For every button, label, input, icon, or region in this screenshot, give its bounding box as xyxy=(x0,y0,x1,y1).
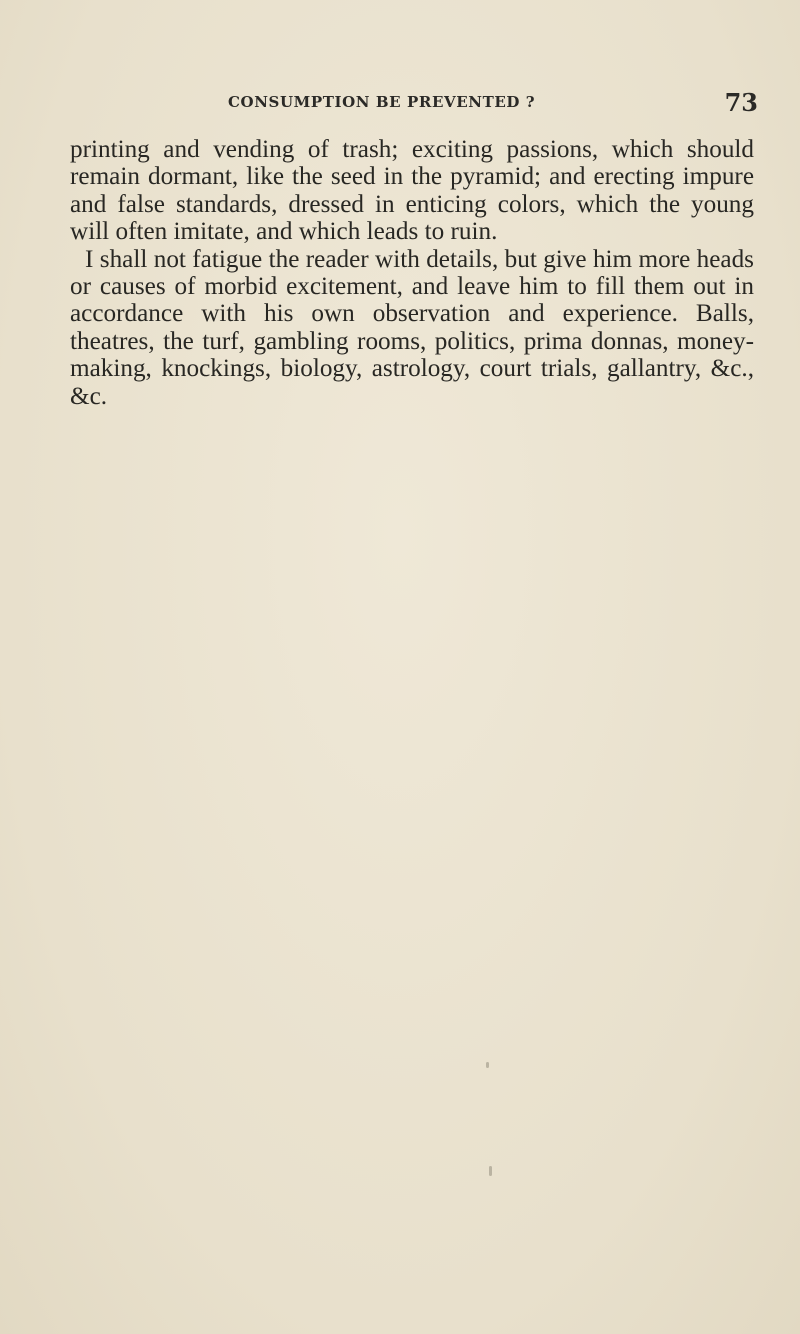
ink-speck xyxy=(486,1062,489,1068)
page-number: 73 xyxy=(724,88,758,117)
body-text xyxy=(70,136,754,410)
paragraph-2: I shall not fatigue the reader with details, but give him more heads or causes of morbid excitement, and leave him to fill them out in accordance with his own observation and experience. Balls, theatres, the turf, gambling rooms, politics, prima donnas, money-making, knockings, biology, astrology, court trials, gallantry, &c., &c. xyxy=(70,245,754,410)
ink-speck xyxy=(489,1166,492,1176)
running-title: CONSUMPTION BE PREVENTED ? xyxy=(228,93,536,111)
running-head xyxy=(72,88,762,122)
paragraph-1: printing and vending of trash; exciting passions, which should remain dormant, like the seed in the pyramid; and erecting impure and false standards, dressed in enticing colors, which the young will often imitate, and which leads to ruin. xyxy=(70,136,754,246)
